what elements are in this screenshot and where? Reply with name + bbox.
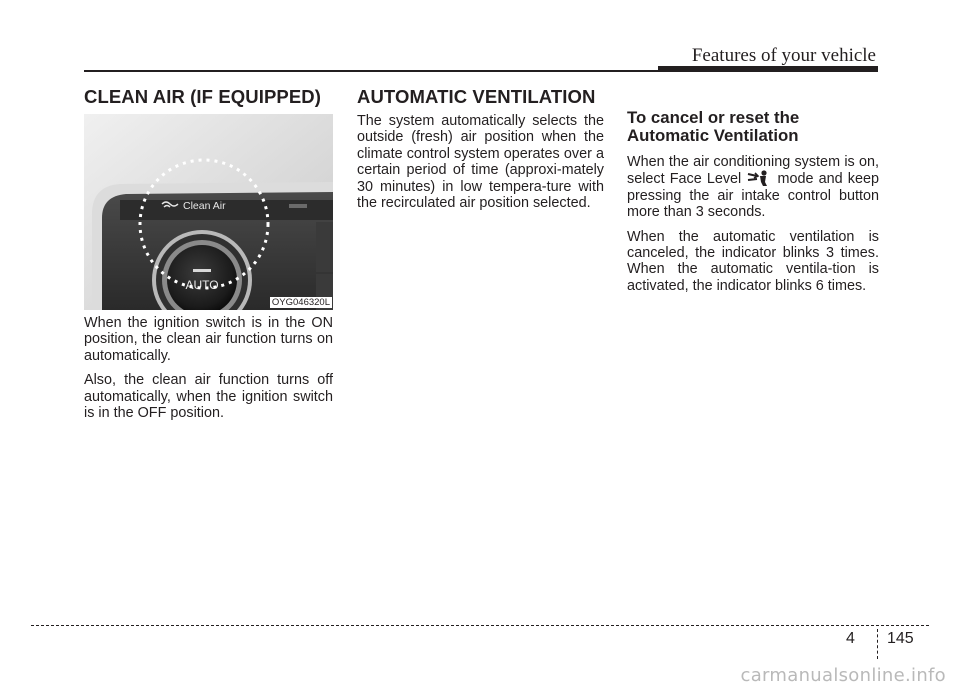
knob-auto-label: AUTO bbox=[185, 278, 219, 292]
clean-air-paragraph-2: Also, the clean air function turns off automatically, when the ignition switch is in the OFF position. bbox=[84, 372, 333, 422]
climate-panel-illustration bbox=[84, 114, 333, 310]
page-number: 145 bbox=[887, 630, 914, 647]
figure-code: OYG046320L bbox=[271, 297, 330, 308]
cancel-paragraph-1 bbox=[627, 154, 879, 221]
header-tab bbox=[658, 66, 878, 72]
footer-rule bbox=[31, 625, 929, 626]
footer-divider bbox=[877, 629, 878, 659]
clean-air-figure bbox=[84, 114, 333, 310]
header-title: Features of your vehicle bbox=[691, 45, 876, 66]
watermark: carmanualsonline.info bbox=[740, 665, 946, 686]
cancel-paragraph-2: When the automatic ventilation is canceled, the indicator blinks 3 times. When the automatic ventila-tion is activated, the indicator blinks 6 times. bbox=[627, 228, 879, 294]
clean-air-heading: CLEAN AIR (IF EQUIPPED) bbox=[84, 86, 321, 107]
cancel-reset-heading: To cancel or reset the Automatic Ventilation bbox=[627, 108, 800, 145]
automatic-ventilation-text bbox=[357, 113, 604, 219]
cancel-paragraph-1-start: When the air conditioning system is on, select Face Level bbox=[627, 154, 879, 188]
panel-clean-air-label: Clean Air bbox=[183, 200, 226, 212]
clean-air-text bbox=[84, 315, 333, 429]
automatic-ventilation-heading: AUTOMATIC VENTILATION bbox=[357, 86, 596, 107]
chapter-number: 4 bbox=[846, 630, 855, 647]
face-level-icon bbox=[746, 170, 772, 186]
automatic-ventilation-paragraph: The system automatically selects the outside (fresh) air position when the climate control system operates over a certain period of time (approxi-mately 30 minutes) in low tempera-ture with the recirculated air position selected. bbox=[357, 113, 604, 212]
cancel-paragraph-1-end: mode and keep pressing the air intake control button more than 3 seconds. bbox=[627, 171, 880, 221]
clean-air-paragraph-1: When the ignition switch is in the ON position, the clean air function turns on automatically. bbox=[84, 315, 333, 364]
cancel-reset-section bbox=[627, 109, 879, 302]
